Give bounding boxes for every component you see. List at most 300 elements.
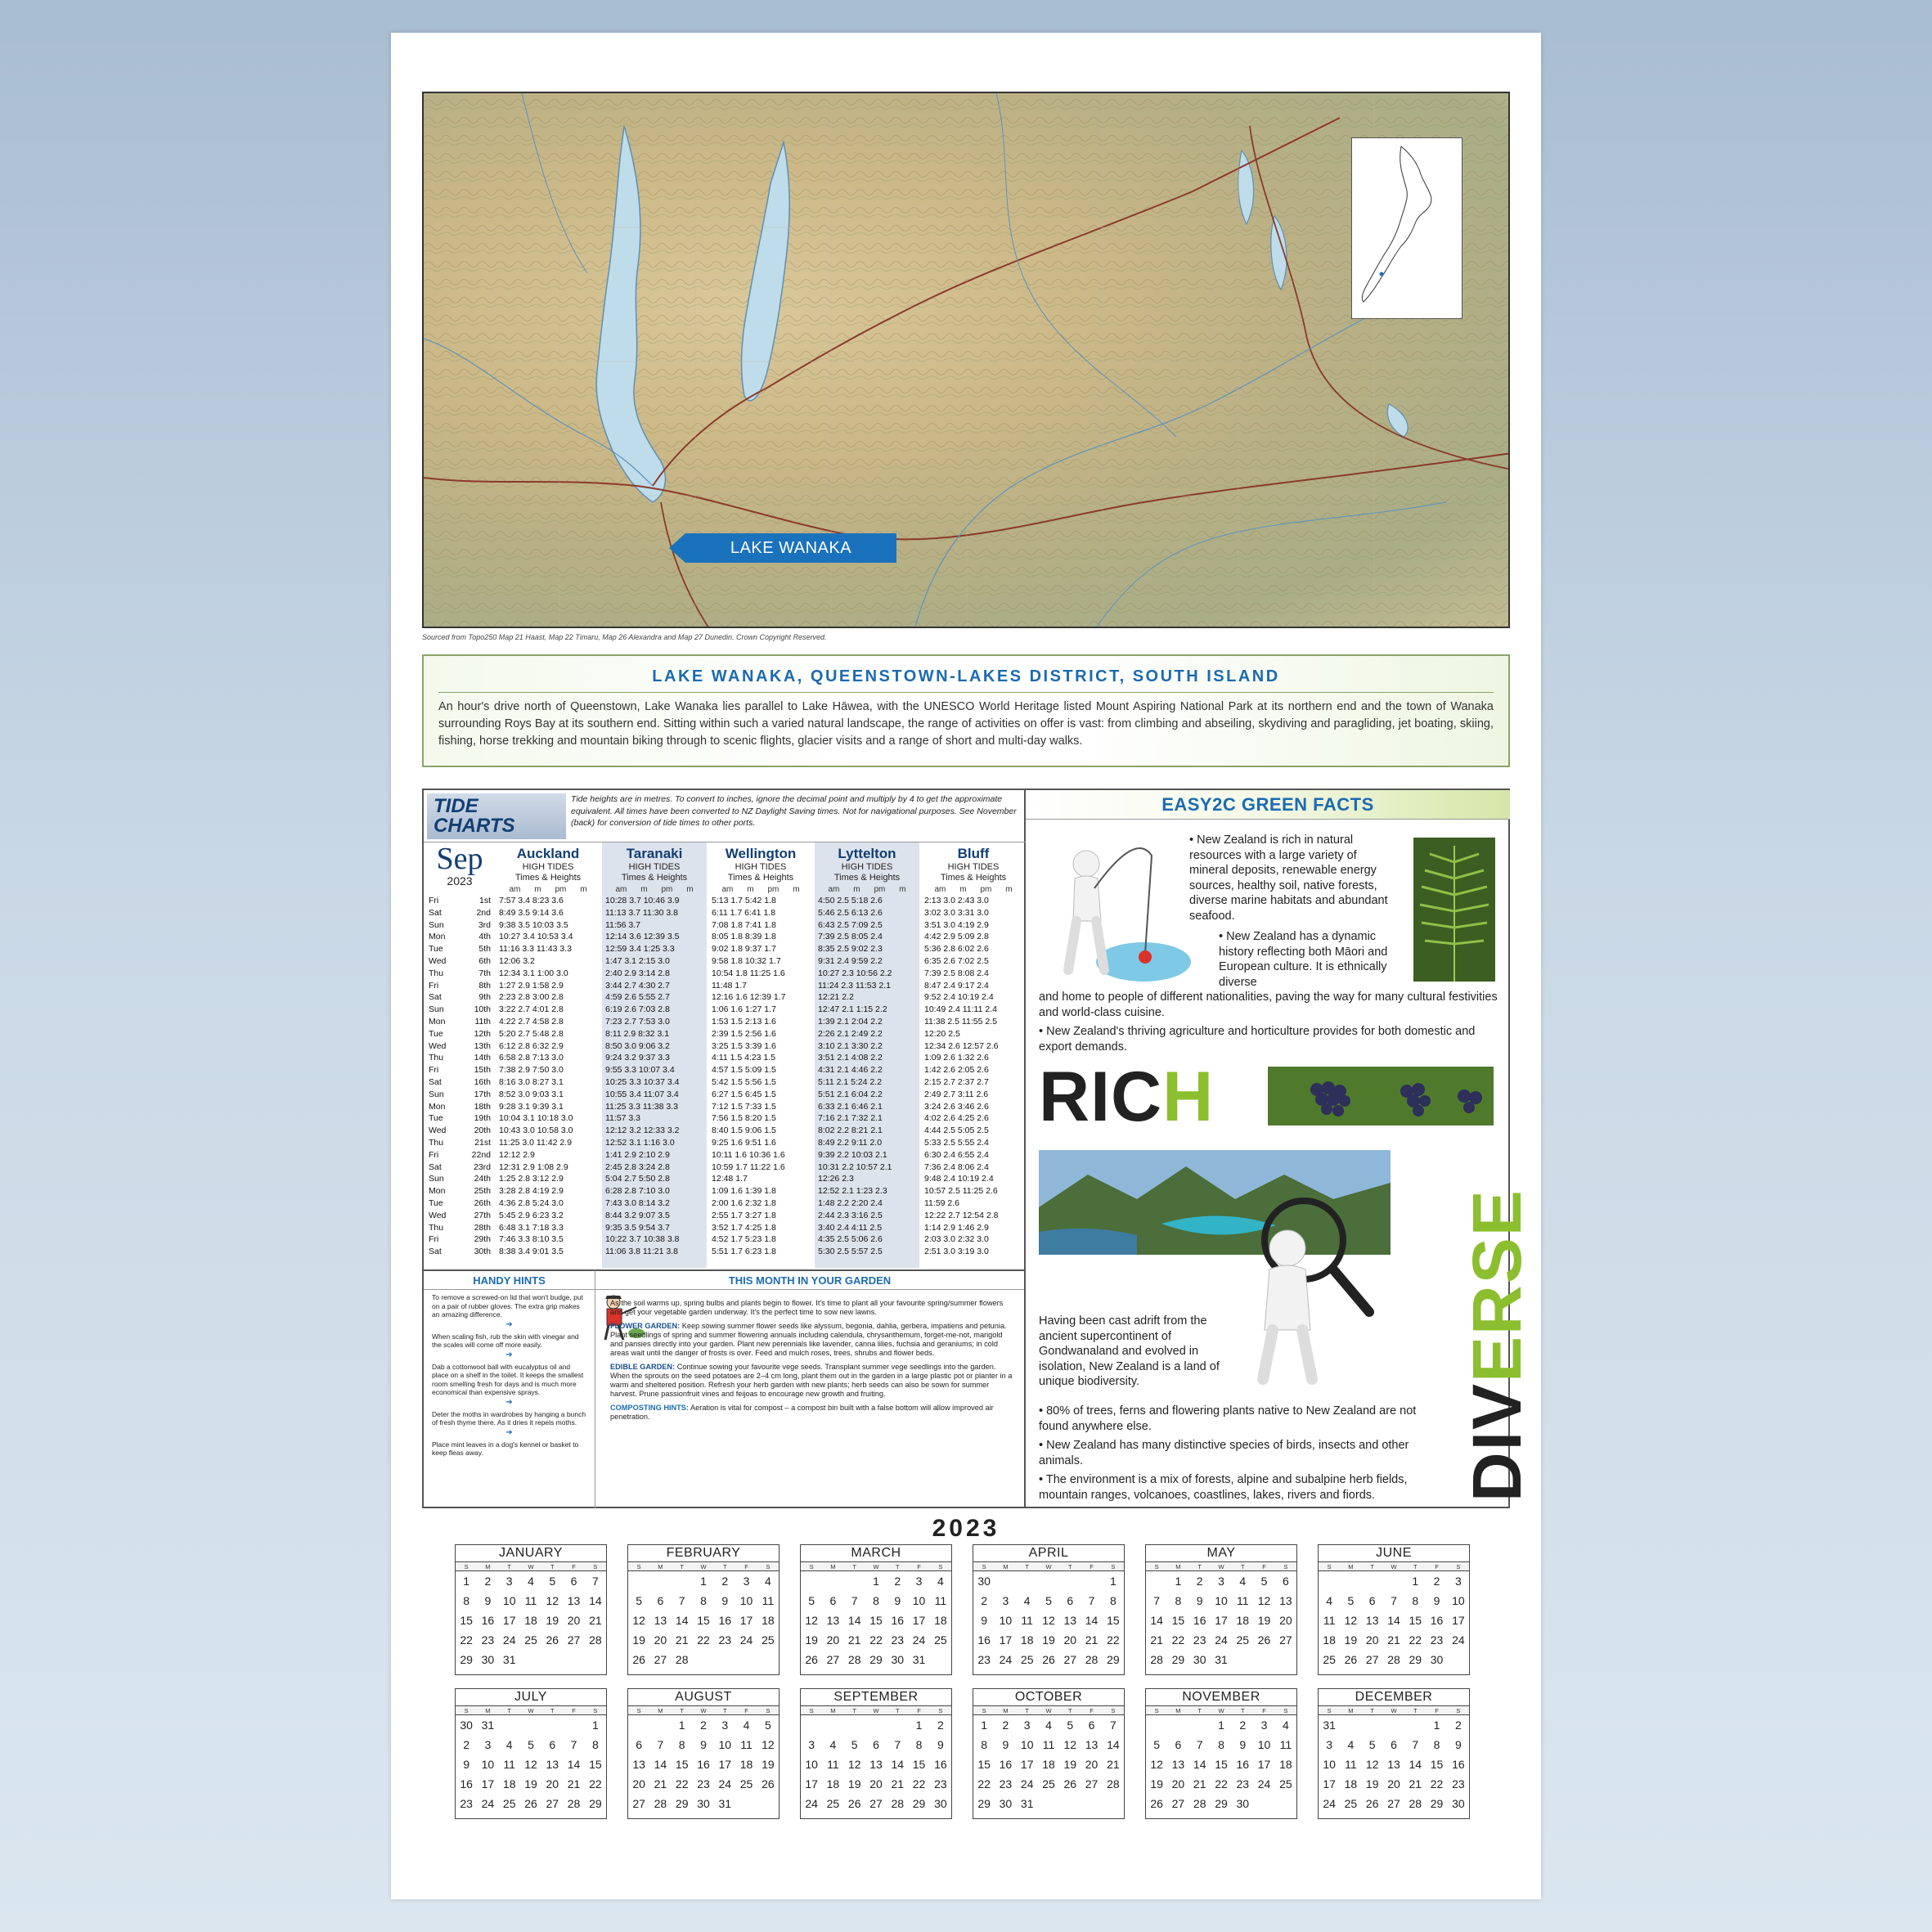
calendar-day: 4 [1347, 1738, 1355, 1751]
calendar-day: 21 [589, 1614, 602, 1627]
tide-cell: 4:42 2.9 5:09 2.8 [924, 932, 989, 942]
calendar-day: 10 [481, 1758, 495, 1771]
calendar-day: 20 [546, 1777, 559, 1790]
weekday-header: S [1283, 1707, 1288, 1714]
port-subtitle: HIGH TIDES [841, 862, 893, 872]
port-name: Auckland [516, 846, 580, 861]
calendar-day [714, 1650, 735, 1669]
calendar-day: 12 [1150, 1758, 1163, 1771]
tide-cell: 5:20 2.7 5:48 2.8 [499, 1028, 564, 1039]
tide-cell: 9:31 2.4 9:59 2.2 [818, 955, 883, 966]
calendar-day: 24 [739, 1633, 753, 1647]
month-name: DECEMBER [1355, 1690, 1433, 1704]
calendar-day: 12 [1365, 1758, 1379, 1771]
tide-cell: 7:57 3.4 8:23 3.6 [499, 896, 564, 905]
tide-cell: 3:24 2.6 3:46 2.6 [924, 1101, 989, 1112]
tide-date: 30th [474, 1247, 491, 1257]
weekday-row [1146, 1561, 1296, 1571]
calendar-day: 20 [826, 1633, 840, 1647]
tide-cell: 11:16 3.3 11:43 3.3 [499, 944, 572, 955]
calendar-day: 18 [1279, 1758, 1292, 1771]
tide-cell: 1:25 2.8 3:12 2.9 [499, 1174, 564, 1184]
weekday-header: T [1413, 1563, 1418, 1570]
tide-weekday: Mon [429, 932, 446, 942]
calendar-day: 13 [632, 1758, 645, 1771]
weekday-header: M [485, 1563, 491, 1570]
green-fact-3: • New Zealand's thriving agriculture and horticulture provides for both domestic and export demands. [1039, 1025, 1476, 1054]
weekday-header: T [722, 1563, 727, 1570]
calendar-day: 20 [654, 1633, 667, 1647]
calendar-day: 8 [591, 1738, 599, 1751]
month-calendar [800, 1544, 952, 1675]
calendar-day: 24 [1323, 1797, 1336, 1810]
month-calendar [1145, 1544, 1297, 1675]
weekday-header: T [680, 1563, 684, 1570]
calendar-day: 2 [463, 1738, 470, 1751]
month-calendar [1318, 1544, 1470, 1675]
calendar-day: 29 [1430, 1797, 1444, 1810]
calendar-day: 25 [1236, 1633, 1250, 1647]
calendar-day: 30 [460, 1719, 473, 1732]
calendar-day [1383, 1715, 1404, 1735]
calendar-day: 22 [697, 1633, 710, 1647]
col-m: m [534, 885, 541, 894]
calendar-day: 23 [1236, 1777, 1250, 1790]
calendar-day: 6 [1175, 1738, 1182, 1751]
tide-weekday: Sat [429, 1076, 442, 1087]
garden-title: THIS MONTH IN YOUR GARDEN [595, 1271, 1024, 1290]
arrow-icon: ➔ [505, 1427, 513, 1437]
calendar-day: 12 [1063, 1738, 1077, 1751]
tide-row [424, 1149, 1026, 1161]
calendar-day: 22 [977, 1777, 991, 1790]
calendar-day: 22 [460, 1633, 473, 1647]
calendar-day [541, 1650, 563, 1669]
calendar-day: 25 [826, 1797, 840, 1810]
calendar-day: 21 [1085, 1633, 1099, 1647]
calendar-day: 1 [915, 1719, 923, 1732]
calendar-day: 4 [937, 1575, 944, 1588]
calendar-day: 23 [1430, 1633, 1444, 1647]
month-calendar [627, 1688, 780, 1819]
calendar-day: 17 [1323, 1777, 1336, 1790]
calendar-day: 20 [1387, 1777, 1400, 1790]
calendar-day: 30 [1430, 1653, 1444, 1666]
day-grid [1146, 1571, 1296, 1669]
calendar-day: 15 [1171, 1614, 1185, 1627]
tide-weekday: Thu [429, 1137, 444, 1148]
tide-cell: 3:52 1.7 4:25 1.8 [712, 1222, 776, 1233]
weekday-header: T [1413, 1707, 1418, 1714]
tide-weekday: Sun [429, 1089, 444, 1099]
calendar-day: 18 [1020, 1633, 1034, 1647]
tide-weekday: Mon [429, 1101, 446, 1112]
calendar-day: 5 [636, 1594, 643, 1607]
calendar-day: 1 [1109, 1575, 1117, 1588]
calendar-day: 6 [829, 1594, 837, 1607]
tide-cell: 1:39 2.1 2:04 2.2 [818, 1016, 883, 1027]
weekday-header: T [1067, 1563, 1072, 1570]
calendar-day: 19 [1344, 1633, 1358, 1647]
calendar-day: 19 [1042, 1633, 1055, 1647]
calendar-day: 2 [1454, 1719, 1462, 1732]
tide-cell: 1:14 2.9 1:46 2.9 [924, 1222, 989, 1233]
tide-month-year: 2023 [447, 874, 473, 887]
tide-weekday: Thu [429, 968, 444, 978]
calendar-day: 27 [1085, 1777, 1099, 1790]
port-name: Wellington [725, 846, 797, 861]
calendar-day: 13 [1387, 1758, 1400, 1771]
calendar-day: 8 [1109, 1594, 1117, 1607]
tide-cell: 9:28 3.1 9:39 3.1 [499, 1101, 564, 1112]
calendar-day: 17 [1020, 1758, 1034, 1771]
col-m: m [959, 885, 967, 894]
calendar-day: 9 [721, 1594, 729, 1607]
weekday-header: S [938, 1707, 943, 1714]
tide-cell: 6:35 2.6 7:02 2.5 [924, 955, 989, 966]
calendar-day: 2 [937, 1719, 944, 1732]
calendar-day: 10 [1215, 1594, 1228, 1607]
tide-cell: 9:35 3.5 9:54 3.7 [605, 1222, 670, 1233]
calendar-day: 18 [934, 1614, 947, 1627]
calendar-day: 25 [502, 1797, 516, 1810]
weekday-header: F [1435, 1563, 1439, 1570]
tide-row [424, 1173, 1026, 1185]
tide-row [424, 1125, 1026, 1137]
calendar-day [563, 1715, 584, 1735]
calendar-day: 2 [1002, 1719, 1009, 1732]
tide-cell: 11:57 3.3 [605, 1113, 641, 1124]
calendar-day: 3 [1454, 1575, 1462, 1588]
calendar-day: 14 [1193, 1758, 1206, 1771]
calendar-day: 6 [1067, 1594, 1074, 1607]
tide-cell: 10:54 1.8 11:25 1.6 [712, 968, 785, 978]
tide-cell: 4:59 2.6 5:55 2.7 [605, 992, 670, 1003]
col-m: m [580, 885, 587, 894]
weekday-header: S [809, 1563, 814, 1570]
calendar-day: 6 [636, 1738, 643, 1751]
weekday-header: M [1003, 1563, 1009, 1570]
lake-wanaka-pointer [669, 533, 685, 563]
col-m: m [640, 885, 648, 894]
calendar-day: 22 [912, 1777, 926, 1790]
calendar-day: 19 [1365, 1777, 1379, 1790]
calendar-day: 17 [999, 1633, 1013, 1647]
tide-logo-line1: TIDE [434, 795, 479, 817]
calendar-day: 3 [1326, 1738, 1333, 1751]
weekday-header: T [1240, 1563, 1245, 1570]
calendar-day: 26 [1344, 1653, 1358, 1666]
handy-hints-title: HANDY HINTS [424, 1271, 595, 1290]
weekday-header: S [636, 1707, 641, 1714]
calendar-day: 31 [1323, 1719, 1336, 1732]
calendar-day: 7 [894, 1738, 901, 1751]
tide-row [424, 931, 1026, 943]
port-column-headers [815, 885, 919, 894]
tide-cell: 2:39 1.5 2:56 1.6 [712, 1028, 776, 1039]
calendar-day: 23 [934, 1777, 947, 1790]
tide-cell: 12:48 1.7 [712, 1174, 748, 1184]
weekday-header: W [1045, 1707, 1052, 1714]
calendar-day: 14 [675, 1614, 689, 1627]
weekday-header: F [1090, 1707, 1094, 1714]
tide-date: 12th [474, 1028, 491, 1039]
calendar-day: 15 [869, 1614, 883, 1627]
calendar-day [563, 1650, 584, 1669]
tide-row [424, 895, 1026, 907]
weekday-row [973, 1561, 1124, 1571]
calendar-day: 7 [1196, 1738, 1203, 1751]
diverse-dark: DIV [1458, 1382, 1535, 1502]
calendar-day [1404, 1715, 1426, 1735]
calendar-day: 12 [1042, 1614, 1055, 1627]
calendar-day: 15 [589, 1758, 602, 1771]
tide-weekday: Thu [429, 1053, 444, 1063]
calendar-day [1275, 1794, 1296, 1813]
calendar-day: 29 [589, 1797, 602, 1810]
calendar-day: 5 [1067, 1719, 1074, 1732]
garden-body [610, 1299, 1013, 1427]
weekday-header: F [744, 1707, 748, 1714]
calendar-day: 18 [1236, 1614, 1250, 1627]
calendar-day: 11 [827, 1758, 839, 1771]
month-name: JANUARY [499, 1546, 563, 1560]
weekday-row [973, 1705, 1124, 1715]
location-description [422, 654, 1510, 767]
calendar-day: 19 [546, 1614, 559, 1627]
calendar-day: 4 [505, 1738, 513, 1751]
weekday-row [801, 1705, 951, 1715]
calendar-day: 4 [1045, 1719, 1052, 1732]
calendar-day: 18 [1323, 1633, 1336, 1647]
tide-cell: 8:52 3.0 9:03 3.1 [499, 1089, 564, 1099]
calendar-day: 27 [654, 1653, 667, 1666]
calendar-day: 14 [1387, 1614, 1400, 1627]
tide-cell: 10:57 2.5 11:25 2.6 [924, 1186, 998, 1197]
calendar-day: 3 [505, 1575, 513, 1588]
calendar-day: 21 [1387, 1633, 1400, 1647]
calendar-day: 18 [739, 1758, 753, 1771]
tide-cell: 2:49 2.7 3:11 2.6 [924, 1089, 989, 1099]
tide-date: 4th [479, 932, 491, 942]
month-name: APRIL [1028, 1546, 1069, 1560]
weekday-header: T [680, 1707, 684, 1714]
calendar-day [801, 1571, 822, 1591]
calendar-day: 22 [589, 1777, 602, 1790]
tide-cell: 7:38 2.9 7:50 3.0 [499, 1065, 564, 1076]
weekday-header: F [744, 1563, 748, 1570]
tide-cell: 12:22 2.7 12:54 2.8 [924, 1210, 999, 1220]
calendar-day: 7 [851, 1594, 858, 1607]
tide-cell: 12:34 3.1 1:00 3.0 [499, 968, 568, 978]
weekday-header: W [700, 1563, 707, 1570]
calendar-day [1362, 1571, 1383, 1591]
calendar-day: 11 [1323, 1614, 1336, 1627]
calendar-day: 1 [700, 1575, 707, 1588]
location-title: LAKE WANAKA, QUEENSTOWN-LAKES DISTRICT, SOUTH ISLAND [652, 667, 1280, 685]
weekday-header: S [982, 1563, 986, 1570]
tide-row [424, 955, 1026, 968]
tide-cell: 10:25 3.3 10:37 3.4 [605, 1076, 680, 1087]
calendar-day [735, 1794, 757, 1813]
calendar-day: 18 [826, 1777, 840, 1790]
tide-cell: 6:33 2.1 6:46 2.1 [818, 1101, 883, 1112]
weekday-header: T [1025, 1707, 1029, 1714]
calendar-day: 5 [1347, 1594, 1355, 1607]
calendar-day: 10 [999, 1614, 1013, 1627]
tide-cell: 3:25 1.5 3:39 1.6 [712, 1040, 776, 1051]
calendar-day: 6 [657, 1594, 664, 1607]
calendar-day: 7 [1412, 1738, 1419, 1751]
tide-row [424, 968, 1026, 980]
tide-cell: 1:41 2.9 2:10 2.9 [605, 1149, 670, 1160]
tide-row [424, 1185, 1026, 1197]
calendar-day: 1 [591, 1719, 599, 1732]
weekday-header: S [636, 1563, 641, 1570]
green-bullet-2-text: New Zealand has many distinctive species of birds, insects and other animals. [1039, 1439, 1409, 1467]
calendar-day: 30 [1193, 1653, 1206, 1666]
calendar-day: 18 [1042, 1758, 1055, 1771]
port-column-headers [496, 885, 600, 894]
tide-weekday: Fri [429, 980, 439, 991]
tide-cell: 10:55 3.4 11:07 3.4 [605, 1089, 679, 1099]
calendar-day: 25 [1279, 1777, 1292, 1790]
calendar-day: 8 [1175, 1594, 1182, 1607]
calendar-day: 5 [808, 1594, 815, 1607]
tide-cell: 5:51 2.1 6:04 2.2 [818, 1089, 883, 1099]
month-calendar [455, 1544, 607, 1675]
title-divider [438, 692, 1494, 693]
calendar-day: 2 [721, 1575, 729, 1588]
calendar-day: 24 [912, 1633, 926, 1647]
tide-weekday: Sun [429, 1004, 444, 1015]
grapes-photo [1268, 1067, 1494, 1126]
tide-weekday: Tue [429, 1028, 443, 1039]
calendar-day: 13 [826, 1614, 840, 1627]
tide-weekday: Wed [429, 955, 447, 966]
calendar-day: 21 [1107, 1758, 1120, 1771]
calendar-day: 16 [999, 1758, 1013, 1771]
tide-date: 9th [479, 992, 491, 1003]
tide-cell: 11:13 3.7 11:30 3.8 [605, 907, 678, 918]
rich-green: H [1162, 1058, 1215, 1136]
calendar-day: 24 [999, 1653, 1013, 1666]
calendar-day: 24 [1215, 1633, 1228, 1647]
new-zealand-inset-map [1351, 137, 1462, 319]
col-pm: pm [767, 885, 780, 894]
calendar-day: 26 [1150, 1797, 1163, 1810]
calendar-day: 4 [743, 1719, 750, 1732]
weekday-header: W [1218, 1707, 1224, 1714]
green-bullet-3: • The environment is a mix of forests, alpine and subalpine herb fields, mountain ranges, volcanoes, coastlines, lakes, rivers and fiords. [1039, 1473, 1408, 1502]
calendar-day: 6 [1368, 1594, 1376, 1607]
weekday-header: F [917, 1707, 921, 1714]
calendar-day [1059, 1794, 1081, 1813]
green-bullet-1-text: 80% of trees, ferns and flowering plants native to New Zealand are not found anywhere else. [1039, 1404, 1417, 1433]
tide-date: 2nd [476, 907, 491, 918]
calendar-day: 6 [1088, 1719, 1095, 1732]
tide-row [424, 1040, 1026, 1053]
tide-cell: 7:43 3.0 8:14 3.2 [605, 1197, 670, 1208]
calendar-day: 1 [1218, 1719, 1224, 1732]
tide-cell: 10:04 3.1 10:18 3.0 [499, 1113, 573, 1124]
hint-item: To remove a screwed-on lid that won't budge, put on a pair of rubber gloves. The extra grip makes an amazing difference. [432, 1293, 583, 1319]
weekday-header: M [830, 1707, 836, 1714]
month-name: OCTOBER [1014, 1690, 1083, 1704]
calendar-day: 29 [1171, 1653, 1185, 1666]
tide-row [424, 1233, 1026, 1246]
calendar-day: 8 [1433, 1738, 1440, 1751]
calendar-day: 22 [1171, 1633, 1185, 1647]
calendar-day: 4 [1023, 1594, 1031, 1607]
tide-cell: 10:11 1.6 10:36 1.6 [712, 1149, 785, 1160]
calendar-day: 10 [912, 1594, 926, 1607]
calendar-day: 29 [675, 1797, 689, 1810]
tide-row [424, 1210, 1026, 1222]
port-subtitle2: Times & Heights [621, 873, 688, 883]
weekday-header: S [593, 1563, 598, 1570]
calendar-day: 15 [1107, 1614, 1120, 1627]
tide-date: 7th [479, 968, 491, 978]
tide-cell: 4:22 2.7 4:58 2.8 [499, 1016, 564, 1027]
tide-cell: 12:14 3.6 12:39 3.5 [605, 932, 680, 942]
tide-cell: 5:13 1.7 5:42 1.8 [712, 896, 776, 905]
tide-cell: 9:24 3.2 9:37 3.3 [605, 1053, 670, 1063]
tide-date: 27th [474, 1210, 491, 1220]
calendar-day: 30 [481, 1653, 495, 1666]
month-calendar [973, 1688, 1125, 1819]
calendar-day: 17 [739, 1614, 753, 1627]
calendar-day: 4 [1239, 1575, 1247, 1588]
tide-cell: 6:11 1.7 6:41 1.8 [712, 907, 776, 918]
tide-row [424, 1064, 1026, 1076]
garden-flower [610, 1322, 1013, 1358]
calendar-day: 5 [764, 1719, 771, 1732]
tide-cell: 12:31 2.9 1:08 2.9 [499, 1161, 568, 1172]
calendar-day: 13 [1365, 1614, 1379, 1627]
calendar-day: 15 [1430, 1758, 1444, 1771]
calendar-day [1081, 1794, 1102, 1813]
weekday-header: S [1456, 1563, 1461, 1570]
tide-cell: 7:36 2.4 8:06 2.4 [924, 1161, 989, 1172]
calendar-day: 12 [762, 1738, 775, 1751]
weekday-row [1319, 1705, 1469, 1715]
calendar-day: 7 [657, 1738, 664, 1751]
calendar-day: 9 [937, 1738, 944, 1751]
tide-cell: 5:04 2.7 5:50 2.8 [605, 1174, 670, 1184]
tide-weekday: Fri [429, 1234, 439, 1245]
calendar-day: 23 [1193, 1633, 1206, 1647]
tide-weekday: Wed [429, 1126, 447, 1136]
calendar-day: 28 [891, 1797, 905, 1810]
tide-cell: 3:40 2.4 4:11 2.5 [818, 1222, 883, 1233]
tide-cell: 6:43 2.5 7:09 2.5 [818, 919, 883, 930]
port-subtitle: HIGH TIDES [522, 862, 574, 872]
calendar-day: 7 [678, 1594, 685, 1607]
tide-month-name: Sep [436, 842, 483, 876]
tide-row [424, 991, 1026, 1004]
month-name: SEPTEMBER [833, 1690, 919, 1704]
tide-cell: 5:46 2.5 6:13 2.6 [818, 907, 883, 918]
map-credit: Sourced from Topo250 Map 21 Haast, Map 22 Timaru, Map 26 Alexandra and Map 27 Dunedin. Crown Copyright Reserved. [422, 633, 827, 641]
calendar-day: 15 [1215, 1758, 1228, 1771]
calendar-day: 28 [1107, 1777, 1120, 1790]
tide-cell: 7:12 1.5 7:33 1.5 [712, 1101, 776, 1112]
calendar-day: 9 [463, 1758, 470, 1771]
rich-dark: RIC [1039, 1058, 1163, 1136]
tide-row [424, 907, 1026, 919]
tide-cell: 9:25 1.6 9:51 1.6 [712, 1137, 776, 1148]
